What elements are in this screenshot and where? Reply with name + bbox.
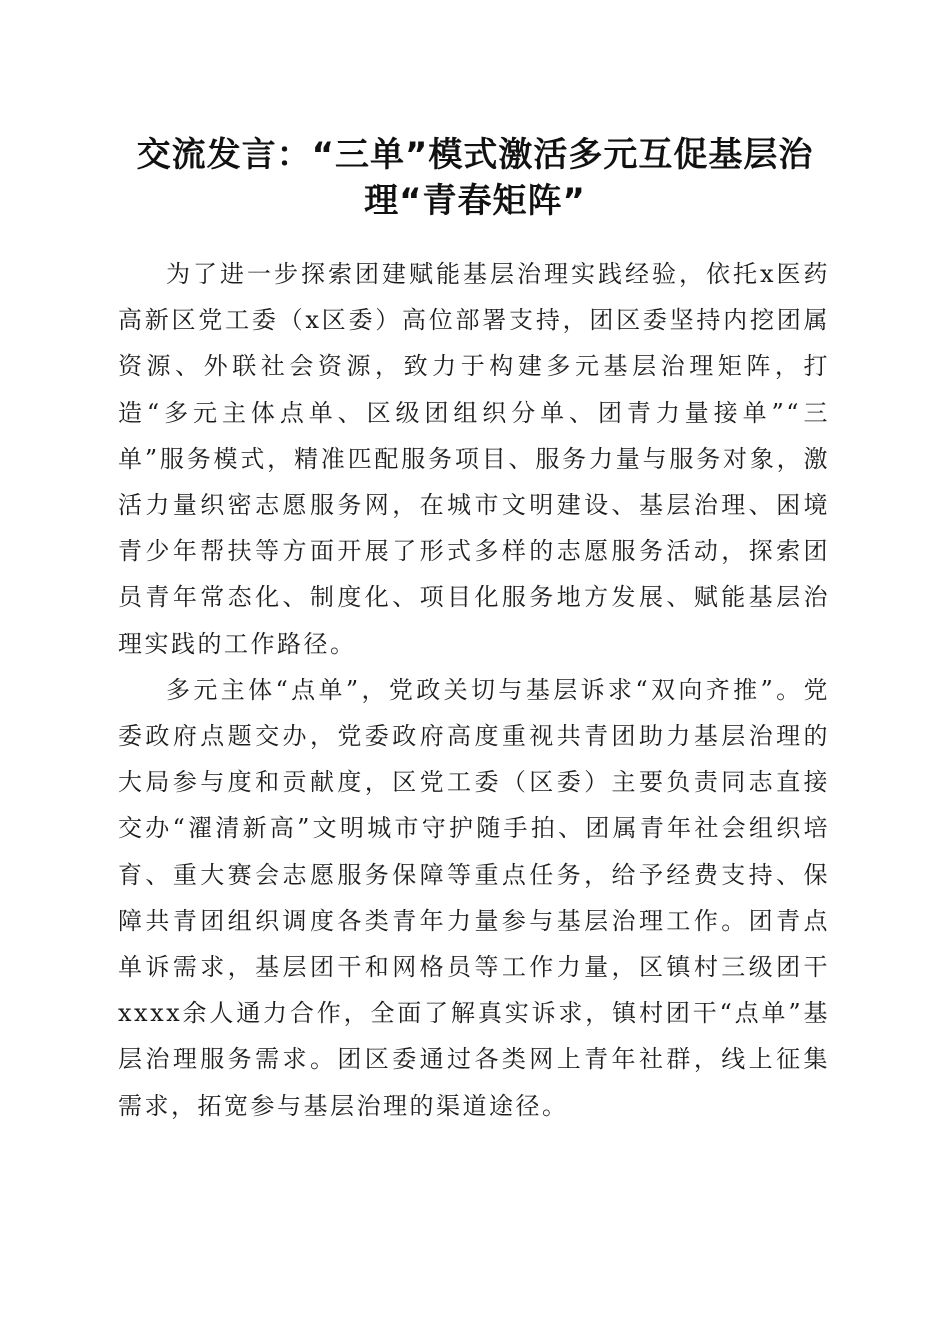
paragraph-diverse-ordering: 多元主体“点单”，党政关切与基层诉求“双向齐推”。党委政府点题交办，党委政府高度重视共青团助力基层治理的大局参与度和贡献度，区党工委（区委）主要负责同志直接交办“濯清新高”文明城市守护随手拍、团属青年社会组织培育、重大赛会志愿服务保障等重点任务，给予经费支持、保障共青团组织调度各类青年力量参与基层治理工作。团青点单诉需求，基层团干和网格员等工作力量，区镇村三级团干xxxx余人通力合作，全面了解真实诉求，镇村团干“点单”基层治理服务需求。团区委通过各类网上青年社群，线上征集需求，拓宽参与基层治理的渠道途径。 bbox=[118, 675, 830, 1120]
document-body bbox=[118, 251, 830, 1129]
paragraph-intro: 为了进一步探索团建赋能基层治理实践经验，依托x医药高新区党工委（x区委）高位部署支持，团区委坚持内挖团属资源、外联社会资源，致力于构建多元基层治理矩阵，打造“多元主体点单、区级团组织分单、团青力量接单”“三单”服务模式，精准匹配服务项目、服务力量与服务对象，激活力量织密志愿服务网，在城市文明建设、基层治理、困境青少年帮扶等方面开展了形式多样的志愿服务活动，探索团员青年常态化、制度化、项目化服务地方发展、赋能基层治理实践的工作路径。 bbox=[118, 260, 830, 658]
document-title: 交流发言：“三单”模式激活多元互促基层治理“青春矩阵” bbox=[136, 135, 814, 221]
